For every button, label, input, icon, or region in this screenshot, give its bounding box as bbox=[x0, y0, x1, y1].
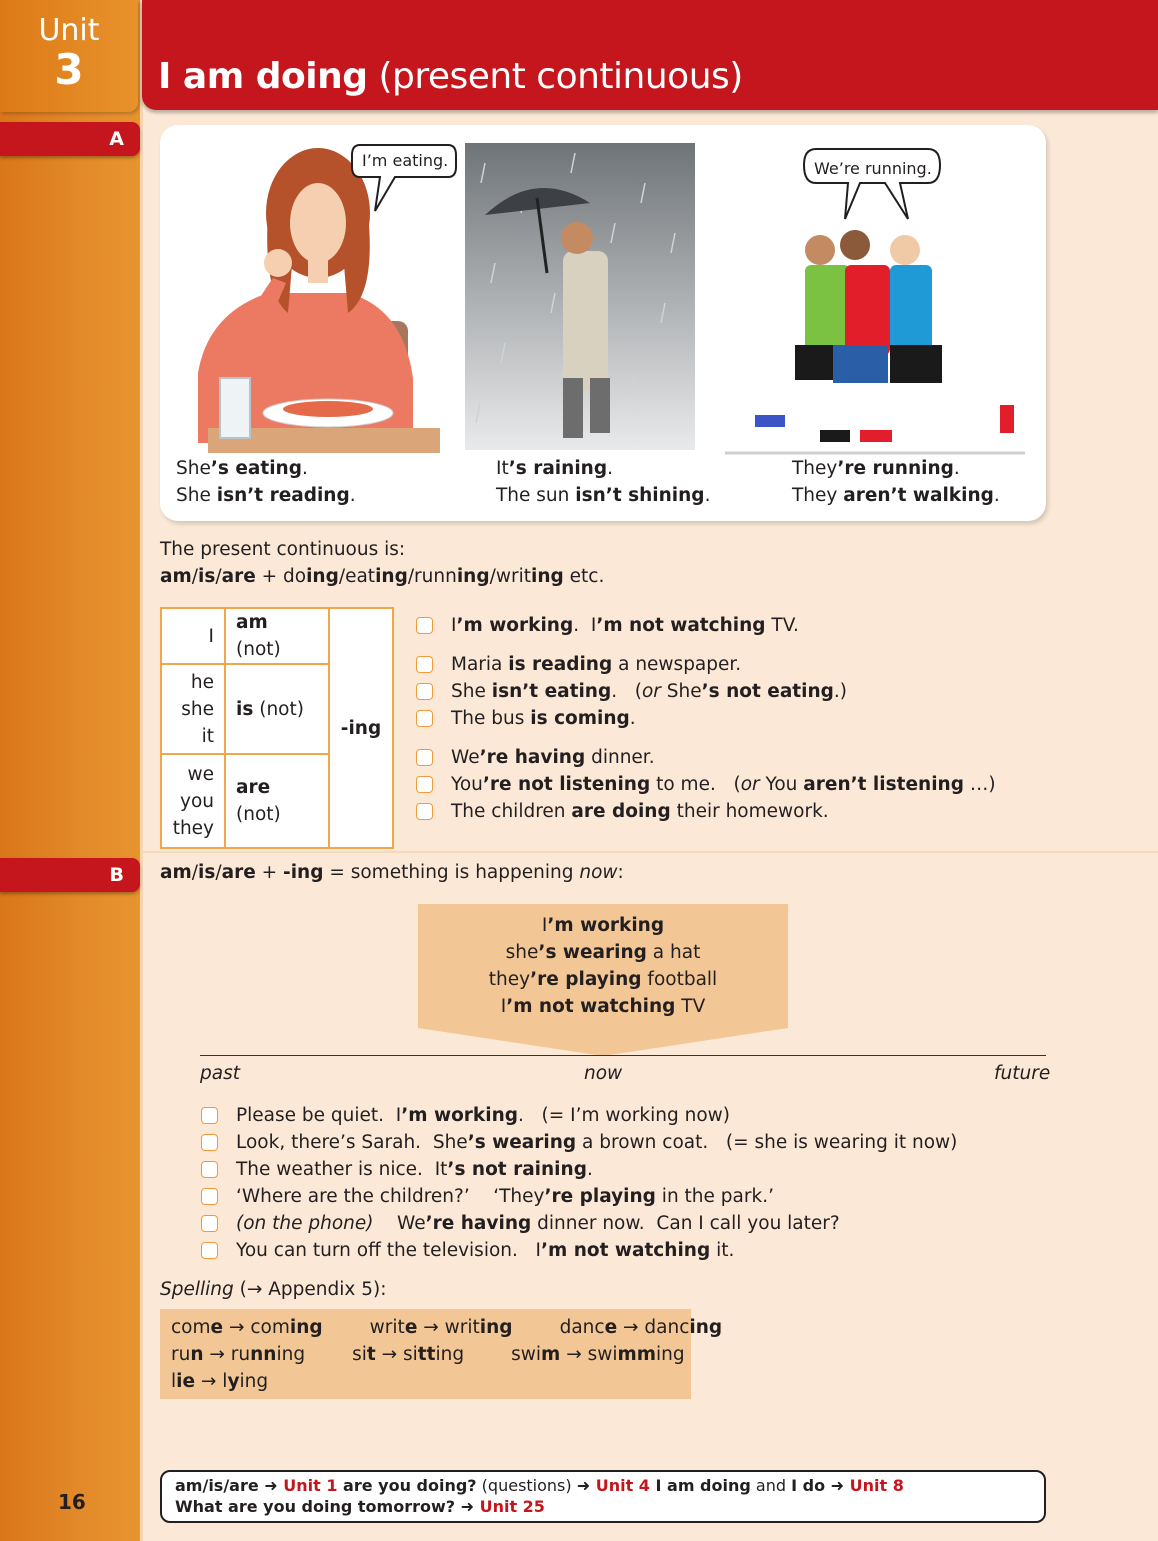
text-segment: . ( bbox=[611, 681, 642, 702]
text-segment: (on the phone) bbox=[236, 1213, 374, 1234]
checkbox-icon bbox=[201, 1188, 218, 1205]
text-segment: is coming bbox=[530, 708, 630, 729]
link-unit-8[interactable]: Unit 8 bbox=[849, 1476, 904, 1495]
text-segment: in the park.’ bbox=[655, 1186, 774, 1207]
title-bar bbox=[142, 0, 1158, 110]
text-segment: ’re playing bbox=[530, 969, 642, 990]
section-tag-a: A bbox=[0, 122, 140, 156]
text-segment: ’s not raining bbox=[447, 1159, 587, 1180]
text-segment: dinner. bbox=[585, 747, 655, 768]
text-segment: She bbox=[660, 681, 702, 702]
speech-bubble-eating: I’m eating. bbox=[362, 151, 449, 170]
text-segment: etc. bbox=[563, 566, 605, 587]
link-unit-4[interactable]: Unit 4 bbox=[595, 1476, 650, 1495]
text-segment: is bbox=[198, 566, 216, 587]
text-segment: danc bbox=[512, 1317, 605, 1338]
runners-illustration bbox=[725, 205, 1025, 455]
checkbox-icon bbox=[416, 617, 433, 634]
example-b-2 bbox=[201, 1129, 957, 1156]
verb-is: is (not) bbox=[225, 664, 329, 754]
checkbox-icon bbox=[201, 1107, 218, 1124]
text-segment: ing bbox=[530, 566, 564, 587]
text-segment: : bbox=[617, 862, 624, 883]
text-segment: . bbox=[586, 1159, 593, 1180]
text-segment: y bbox=[227, 1371, 240, 1392]
text-segment: ing bbox=[289, 1317, 323, 1338]
link-unit-1[interactable]: Unit 1 bbox=[283, 1476, 338, 1495]
text-segment: Maria bbox=[451, 654, 509, 675]
text-segment: …) bbox=[963, 774, 996, 795]
text-segment: → l bbox=[195, 1371, 228, 1392]
text-segment: are bbox=[221, 566, 256, 587]
text-segment: The bus bbox=[451, 708, 531, 729]
text-segment: ’re playing bbox=[544, 1186, 656, 1207]
cross-ref-line-1: am/is/are ➜ Unit 1 are you doing? (questions) ➜ Unit 4 I am doing and I do ➜ Unit 8 bbox=[175, 1476, 904, 1495]
text-segment: (→ Appendix 5): bbox=[233, 1279, 387, 1300]
text-segment: n bbox=[190, 1344, 204, 1365]
text-segment: a hat bbox=[646, 942, 701, 963]
checkbox-icon bbox=[201, 1161, 218, 1178]
example-b-4 bbox=[201, 1183, 774, 1210]
text-segment: You can turn off the television. I bbox=[236, 1240, 541, 1261]
caption-eating: She’s eating. She isn’t reading. bbox=[176, 458, 356, 506]
text-segment: I bbox=[541, 915, 548, 936]
text-segment: ing bbox=[306, 566, 339, 587]
timeline-future: future bbox=[994, 1063, 1051, 1084]
text-segment: TV bbox=[675, 996, 706, 1017]
illustration-panel bbox=[160, 125, 1046, 521]
checkbox-icon bbox=[416, 656, 433, 673]
text-segment: nn bbox=[250, 1344, 277, 1365]
text-segment: a brown coat. (= she is wearing it now) bbox=[576, 1132, 958, 1153]
example-a-6 bbox=[416, 771, 996, 798]
text-segment: com bbox=[171, 1317, 211, 1338]
text-segment: ing bbox=[456, 566, 490, 587]
unit-number: 3 bbox=[54, 45, 84, 94]
text-segment: e bbox=[404, 1317, 418, 1338]
link-unit-25[interactable]: Unit 25 bbox=[479, 1497, 545, 1516]
text-segment: I bbox=[500, 996, 507, 1017]
form-table bbox=[160, 607, 394, 849]
text-segment: The children bbox=[451, 801, 572, 822]
text-segment: aren’t listening bbox=[803, 774, 964, 795]
text-segment: ing swi bbox=[435, 1344, 542, 1365]
text-segment: football bbox=[641, 969, 718, 990]
text-segment: isn’t eating bbox=[491, 681, 612, 702]
text-segment: ’m not watching bbox=[540, 1240, 711, 1261]
spelling-row-2 bbox=[171, 1341, 685, 1368]
text-segment: l bbox=[171, 1371, 177, 1392]
text-segment: I bbox=[451, 615, 457, 636]
example-a-3 bbox=[416, 678, 847, 705]
text-segment: / bbox=[191, 862, 198, 883]
text-segment: / bbox=[191, 566, 198, 587]
text-segment: Please be quiet. I bbox=[236, 1105, 402, 1126]
text-segment: We bbox=[451, 747, 480, 768]
text-segment: /eat bbox=[338, 566, 376, 587]
page-number: 16 bbox=[58, 1490, 86, 1514]
text-segment: dinner now. Can I call you later? bbox=[531, 1213, 840, 1234]
text-segment: ’re not listening bbox=[482, 774, 651, 795]
text-segment: m bbox=[541, 1344, 561, 1365]
checkbox-icon bbox=[416, 710, 433, 727]
example-b-6 bbox=[201, 1237, 734, 1264]
text-segment: ing bbox=[479, 1317, 513, 1338]
timeline-now: now bbox=[584, 1063, 623, 1084]
verb-am: am (not) bbox=[225, 608, 329, 664]
text-segment: . I bbox=[573, 615, 597, 636]
text-segment: ru bbox=[171, 1344, 191, 1365]
text-segment: to me. ( bbox=[650, 774, 741, 795]
text-segment: writ bbox=[322, 1317, 405, 1338]
verb-are: are (not) bbox=[225, 754, 329, 848]
example-a-4 bbox=[416, 705, 636, 732]
text-segment: → si bbox=[375, 1344, 418, 1365]
checkbox-icon bbox=[201, 1242, 218, 1259]
cross-reference-box bbox=[160, 1470, 1046, 1523]
formula-line bbox=[160, 563, 604, 590]
text-segment: → writ bbox=[417, 1317, 480, 1338]
intro-line: The present continuous is: bbox=[160, 539, 406, 560]
spelling-box bbox=[160, 1309, 723, 1399]
text-segment: t bbox=[366, 1344, 376, 1365]
text-segment: ’re having bbox=[479, 747, 586, 768]
text-segment: are doing bbox=[571, 801, 671, 822]
text-segment: . (= I’m working now) bbox=[518, 1105, 731, 1126]
text-segment: ’s not eating bbox=[701, 681, 834, 702]
text-segment: ’s wearing bbox=[467, 1132, 577, 1153]
checkbox-icon bbox=[416, 683, 433, 700]
text-segment: are bbox=[221, 862, 256, 883]
checkbox-icon bbox=[201, 1134, 218, 1151]
text-segment: -ing bbox=[283, 862, 324, 883]
spelling-row-3 bbox=[171, 1368, 268, 1395]
text-segment: ’m working bbox=[547, 915, 665, 936]
text-segment: ing bbox=[375, 566, 408, 587]
text-segment: / bbox=[215, 862, 222, 883]
text-segment: is bbox=[198, 862, 216, 883]
timeline-line bbox=[200, 1055, 1046, 1056]
text-segment: → swi bbox=[560, 1344, 618, 1365]
text-segment: she bbox=[505, 942, 539, 963]
text-segment: ‘Where are the children?’ ‘They bbox=[236, 1186, 545, 1207]
text-segment: + bbox=[255, 862, 284, 883]
text-segment: a newspaper. bbox=[612, 654, 742, 675]
example-b-3 bbox=[201, 1156, 593, 1183]
text-segment: ’m not watching bbox=[506, 996, 676, 1017]
text-segment: Spelling bbox=[160, 1279, 234, 1300]
text-segment: their homework. bbox=[670, 801, 829, 822]
text-segment: You bbox=[451, 774, 483, 795]
example-a-5 bbox=[416, 744, 655, 771]
section-b-intro bbox=[160, 859, 624, 886]
checkbox-icon bbox=[201, 1215, 218, 1232]
spelling-intro bbox=[160, 1276, 386, 1303]
example-a-2 bbox=[416, 651, 741, 678]
subject-i: I bbox=[161, 608, 225, 664]
text-segment: now bbox=[579, 862, 618, 883]
text-segment: they bbox=[488, 969, 531, 990]
text-segment: ing bbox=[689, 1317, 723, 1338]
text-segment: e bbox=[210, 1317, 224, 1338]
text-segment: e bbox=[604, 1317, 618, 1338]
text-segment: + do bbox=[255, 566, 307, 587]
text-segment: it. bbox=[710, 1240, 735, 1261]
caption-running: They’re running. They aren’t walking. bbox=[792, 458, 1000, 506]
text-segment: We bbox=[373, 1213, 426, 1234]
text-segment: ing bbox=[656, 1344, 685, 1365]
example-a-1 bbox=[416, 612, 799, 639]
text-segment: ’re having bbox=[425, 1213, 532, 1234]
subjects-he-she-it: he she it bbox=[161, 664, 225, 754]
text-segment: You bbox=[759, 774, 804, 795]
text-segment: ing si bbox=[276, 1344, 367, 1365]
text-segment: is reading bbox=[508, 654, 613, 675]
text-segment: The weather is nice. It bbox=[236, 1159, 448, 1180]
text-segment: Look, there’s Sarah. She bbox=[236, 1132, 468, 1153]
example-b-5 bbox=[201, 1210, 840, 1237]
man-in-rain-illustration bbox=[465, 143, 695, 450]
unit-badge bbox=[0, 0, 138, 112]
text-segment: .) bbox=[833, 681, 848, 702]
text-segment: ’m not watching bbox=[596, 615, 766, 636]
text-segment: . bbox=[629, 708, 636, 729]
sidebar bbox=[0, 0, 143, 1541]
text-segment: She bbox=[451, 681, 492, 702]
example-a-7 bbox=[416, 798, 829, 825]
text-segment: ’m working bbox=[456, 615, 574, 636]
text-segment: /writ bbox=[489, 566, 531, 587]
text-segment: = something is happening bbox=[323, 862, 580, 883]
text-segment: → danc bbox=[617, 1317, 690, 1338]
ing-suffix: -ing bbox=[329, 608, 393, 848]
text-segment: → com bbox=[223, 1317, 290, 1338]
checkbox-icon bbox=[416, 749, 433, 766]
text-segment: am bbox=[160, 862, 192, 883]
text-segment: tt bbox=[417, 1344, 436, 1365]
section-tag-b: B bbox=[0, 858, 140, 892]
text-segment: or bbox=[740, 774, 760, 795]
timeline-past: past bbox=[200, 1063, 240, 1084]
checkbox-icon bbox=[416, 776, 433, 793]
page-title: I am doing (present continuous) bbox=[158, 56, 743, 97]
text-segment: ’s wearing bbox=[538, 942, 647, 963]
caption-raining: It’s raining. The sun isn’t shining. bbox=[496, 458, 711, 506]
cross-ref-line-2: What are you doing tomorrow? ➜ Unit 25 bbox=[175, 1497, 545, 1516]
speech-bubble-running: We’re running. bbox=[814, 159, 932, 178]
subjects-we-you-they: we you they bbox=[161, 754, 225, 848]
checkbox-icon bbox=[416, 803, 433, 820]
text-segment: ie bbox=[176, 1371, 196, 1392]
text-segment: ’m working bbox=[401, 1105, 518, 1126]
text-segment: TV. bbox=[765, 615, 799, 636]
example-b-1 bbox=[201, 1102, 730, 1129]
now-box-text bbox=[418, 912, 788, 1020]
text-segment: mm bbox=[617, 1344, 657, 1365]
text-segment: /runn bbox=[407, 566, 457, 587]
text-segment: → ru bbox=[203, 1344, 251, 1365]
text-segment: am bbox=[160, 566, 192, 587]
spelling-row-1 bbox=[171, 1314, 722, 1341]
text-segment: ing bbox=[239, 1371, 269, 1392]
section-divider bbox=[142, 851, 1158, 853]
text-segment: or bbox=[641, 681, 661, 702]
text-segment: / bbox=[215, 566, 222, 587]
unit-label: Unit bbox=[38, 13, 100, 48]
